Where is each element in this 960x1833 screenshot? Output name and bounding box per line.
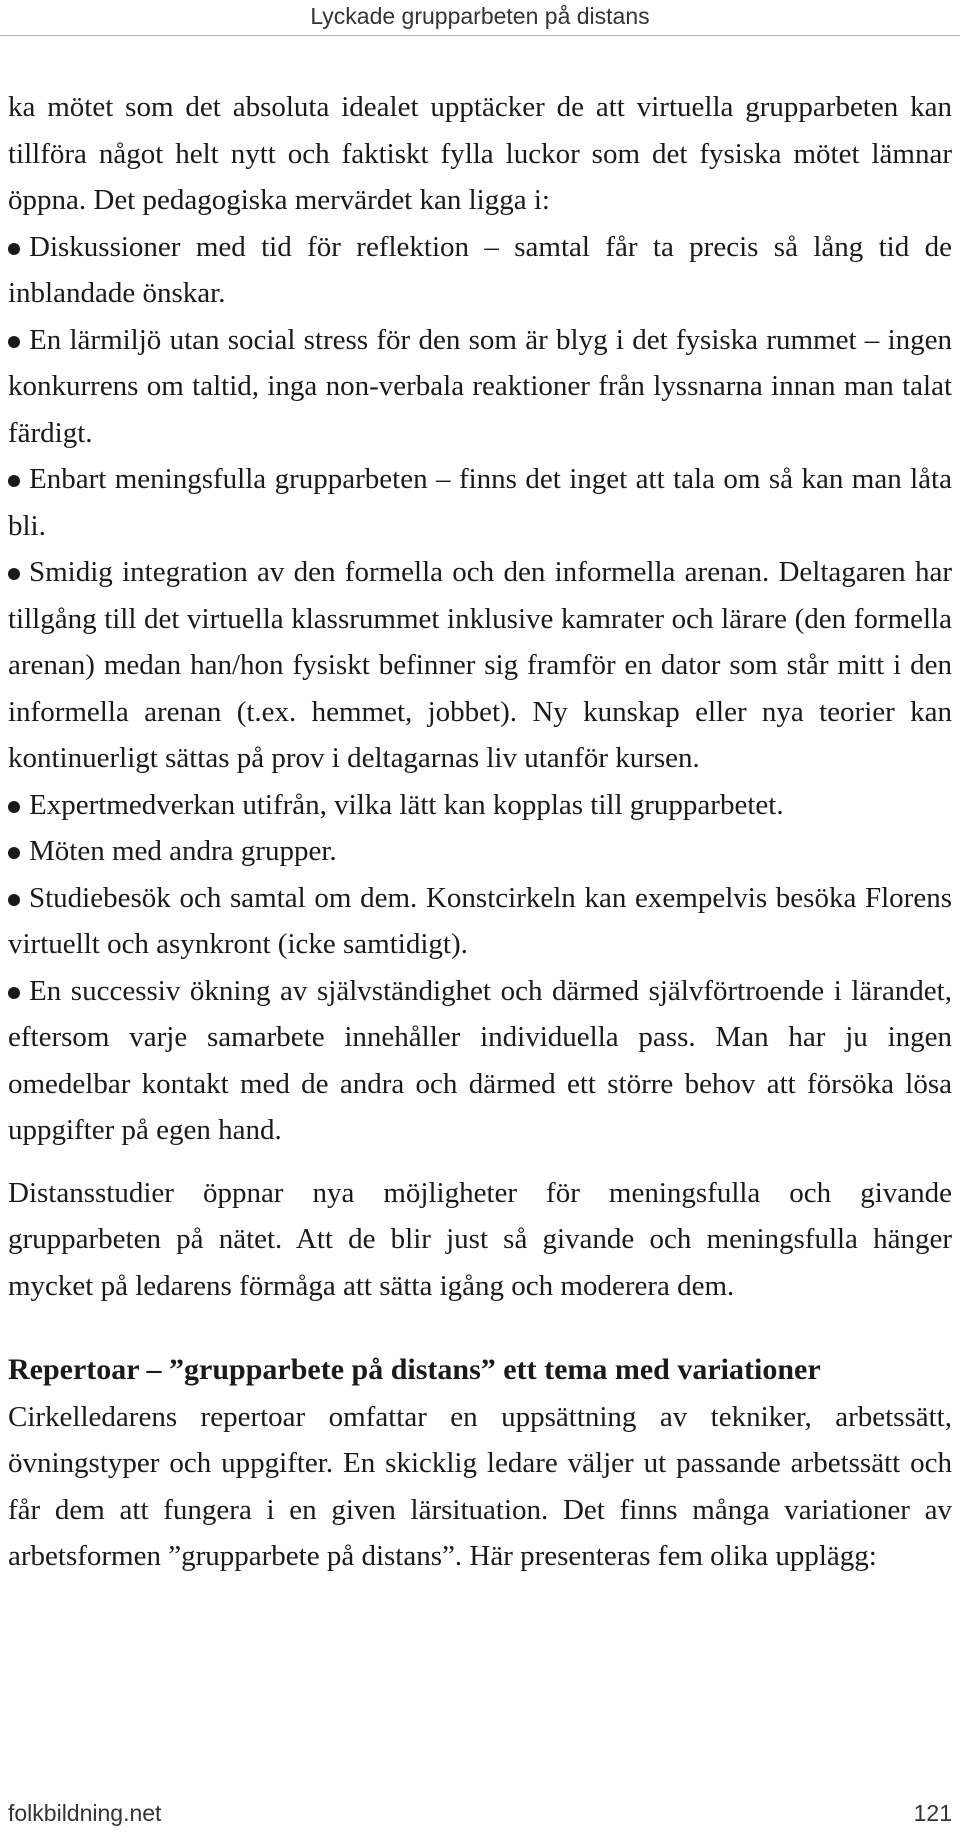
- bullet-dot-icon: [8, 568, 20, 580]
- intro-paragraph: ka mötet som det absoluta idealet upptäcker de att virtuella grupparbeten kan tillföra något helt nytt och faktiskt fylla luckor som det fysiska mötet lämnar öppna. Det pedagogiska mervärdet kan ligga i:: [8, 91, 952, 216]
- bullet-text: En successiv ökning av självständighet och därmed självförtroende i lärandet, eftersom varje samarbete innehåller individuella pass. Man har ju ingen omedelbar kontakt med de andra och därmed ett större behov att försöka lösa uppgifter på egen hand.: [8, 974, 952, 1146]
- bullet-text: Expertmedverkan utifrån, vilka lätt kan kopplas till grupparbetet.: [29, 788, 784, 821]
- page-footer: [8, 1798, 952, 1828]
- bullet-item: [8, 224, 952, 317]
- bullet-item: [8, 549, 952, 782]
- bullet-text: Studiebesök och samtal om dem. Konstcirkeln kan exempelvis besöka Florens virtuellt och asynkront (icke samtidigt).: [8, 881, 952, 960]
- bullet-item: [8, 456, 952, 549]
- bullet-item: [8, 317, 952, 457]
- body-paragraph: Distansstudier öppnar nya möjligheter för meningsfulla och givande grupparbeten på nätet. Att de blir just så givande och meningsfulla hänger mycket på ledarens förmåga att sätta igång och moderera dem.: [8, 1176, 952, 1302]
- running-header: [0, 0, 960, 36]
- bullet-dot-icon: [8, 243, 20, 255]
- bullet-dot-icon: [8, 475, 20, 487]
- bullet-text: Diskussioner med tid för reflektion – samtal får ta precis så lång tid de inblandade önskar.: [8, 230, 952, 309]
- bullet-text: Enbart meningsfulla grupparbeten – finns det inget att tala om så kan man låta bli.: [8, 463, 952, 542]
- bullet-item: [8, 828, 952, 875]
- page-number: 121: [913, 1800, 952, 1826]
- footer-site: folkbildning.net: [8, 1800, 162, 1826]
- bullet-item: [8, 875, 952, 968]
- bullet-item: [8, 968, 952, 1154]
- section-heading: Repertoar – ”grupparbete på distans” ett tema med variationer: [8, 1353, 821, 1386]
- bullet-text: En lärmiljö utan social stress för den som är blyg i det fysiska rummet – ingen konkurrens om taltid, inga non-verbala reaktioner från lyssnarna innan man talat färdigt.: [8, 323, 952, 449]
- page-body: [8, 84, 952, 1580]
- bullet-dot-icon: [8, 987, 20, 999]
- bullet-dot-icon: [8, 801, 20, 813]
- bullet-dot-icon: [8, 894, 20, 906]
- bullet-text: Möten med andra grupper.: [29, 835, 337, 867]
- bullet-text: Smidig integration av den formella och den informella arenan. Deltagaren har tillgång till det virtuella klassrummet inklusive kamrater och lärare (den formella arenan) medan han/hon fysiskt befinner sig framför en dator som står mitt i den informella arenan (t.ex. hemmet, jobbet). Ny kunskap eller nya teorier kan kontinuerligt sättas på prov i deltagarnas liv utanför kursen.: [8, 556, 952, 774]
- bullet-dot-icon: [8, 847, 20, 859]
- running-title: Lyckade grupparbeten på distans: [310, 3, 650, 29]
- bullet-dot-icon: [8, 336, 20, 348]
- body-paragraph: Cirkelledarens repertoar omfattar en uppsättning av tekniker, arbetssätt, övningstyper och uppgifter. En skicklig ledare väljer ut passande arbetssätt och får dem att fungera i en given lärsituation. Det finns många variationer av arbetsformen ”grupparbete på distans”. Här presenteras fem olika upplägg:: [8, 1400, 952, 1572]
- bullet-item: [8, 782, 952, 829]
